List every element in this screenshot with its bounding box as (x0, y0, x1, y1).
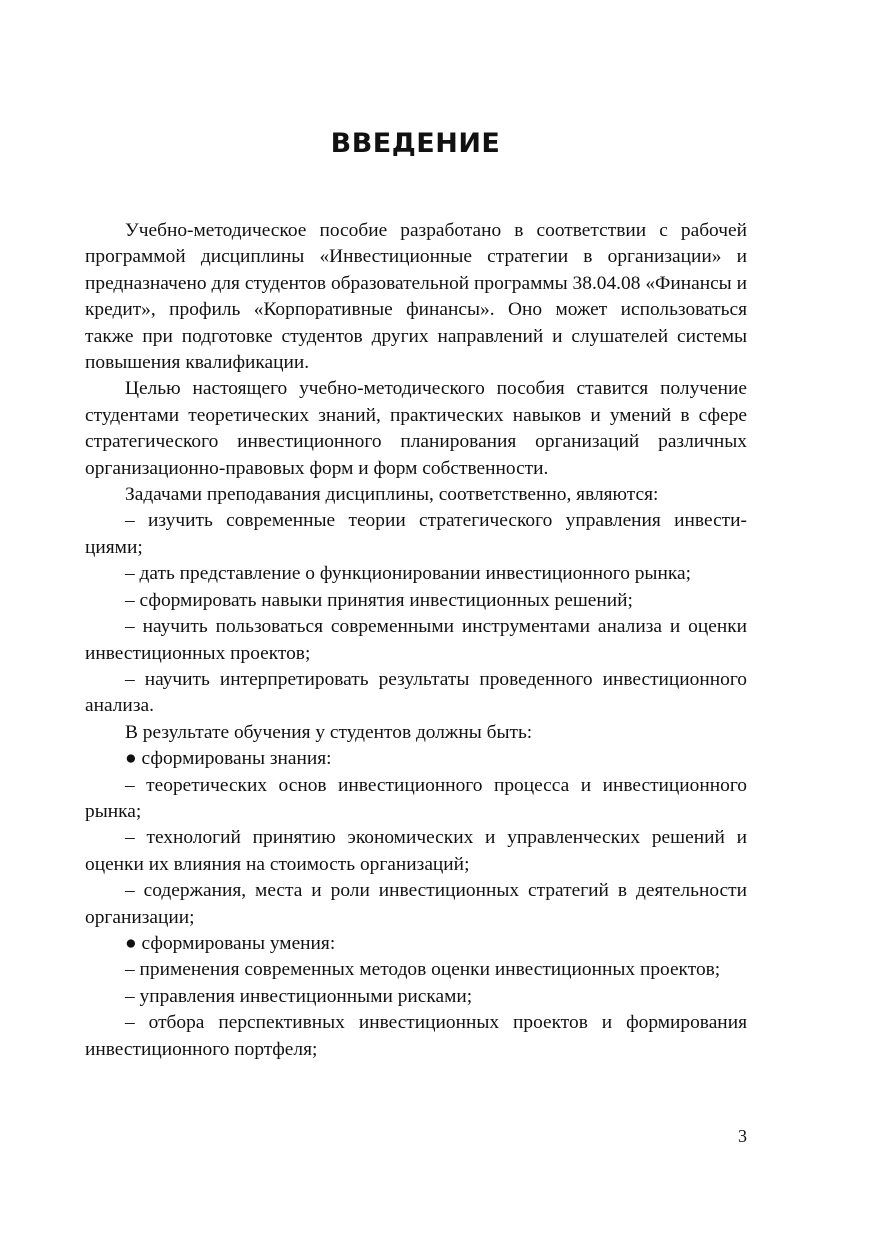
list-item: – дать представление о функционировании инвестиционного рынка; (125, 563, 691, 585)
paragraph: Целью настоящего учебно-методического пособия ставится получение студентами теоретических знаний, практических навыков и умений в сфере стратегического инвестиционного планирования организаций различных организационно-правовых форм и форм собственности. (85, 378, 747, 479)
list-item: – управления инвестиционными рисками; (125, 985, 473, 1007)
list-item: – применения современных методов оценки инвестиционных проектов; (125, 959, 721, 981)
page-number: 3 (738, 1126, 747, 1146)
list-item: – сформировать навыки принятия инвестиционных решений; (125, 589, 633, 611)
list-item: – научить интерпретировать результаты проведенного инвестиционного анализа. (85, 668, 747, 717)
bullet-item: ● сформированы знания: (125, 748, 332, 770)
list-item: – технологий принятию экономических и управленческих решений и оценки их влияния на стоимость организаций; (85, 827, 747, 875)
list-item: – содержания, места и роли инвестиционных стратегий в деятельности организации; (85, 880, 747, 928)
list-item: – изучить современные теории стратегического управления инвестициями; (85, 510, 747, 558)
paragraph: Задачами преподавания дисциплины, соответственно, являются: (125, 484, 659, 506)
list-item: – теоретических основ инвестиционного процесса и инвестиционного рынка; (85, 774, 747, 822)
paragraph: Учебно-методическое пособие разработано в соответствии с рабочей программой дисциплины «Инвестиционные стратегии в организации» и предназначено для студентов образовательной программы 38.04.08 «Финансы и кредит», профиль «Корпоративные финансы». Оно может использоваться также при подготовке студентов других направлений и слушателей системы повышения квалификации. (85, 220, 747, 374)
body-text (85, 218, 747, 1063)
page-title: ВВЕДЕНИЕ (330, 128, 501, 159)
list-item: – отбора перспективных инвестиционных проектов и формирования инвестиционного портфеля; (85, 1012, 747, 1060)
list-item: – научить пользоваться современными инструментами анализа и оценки инвестиционных проектов; (85, 616, 747, 664)
bullet-item: ● сформированы умения: (125, 932, 336, 954)
paragraph: В результате обучения у студентов должны быть: (125, 721, 533, 743)
